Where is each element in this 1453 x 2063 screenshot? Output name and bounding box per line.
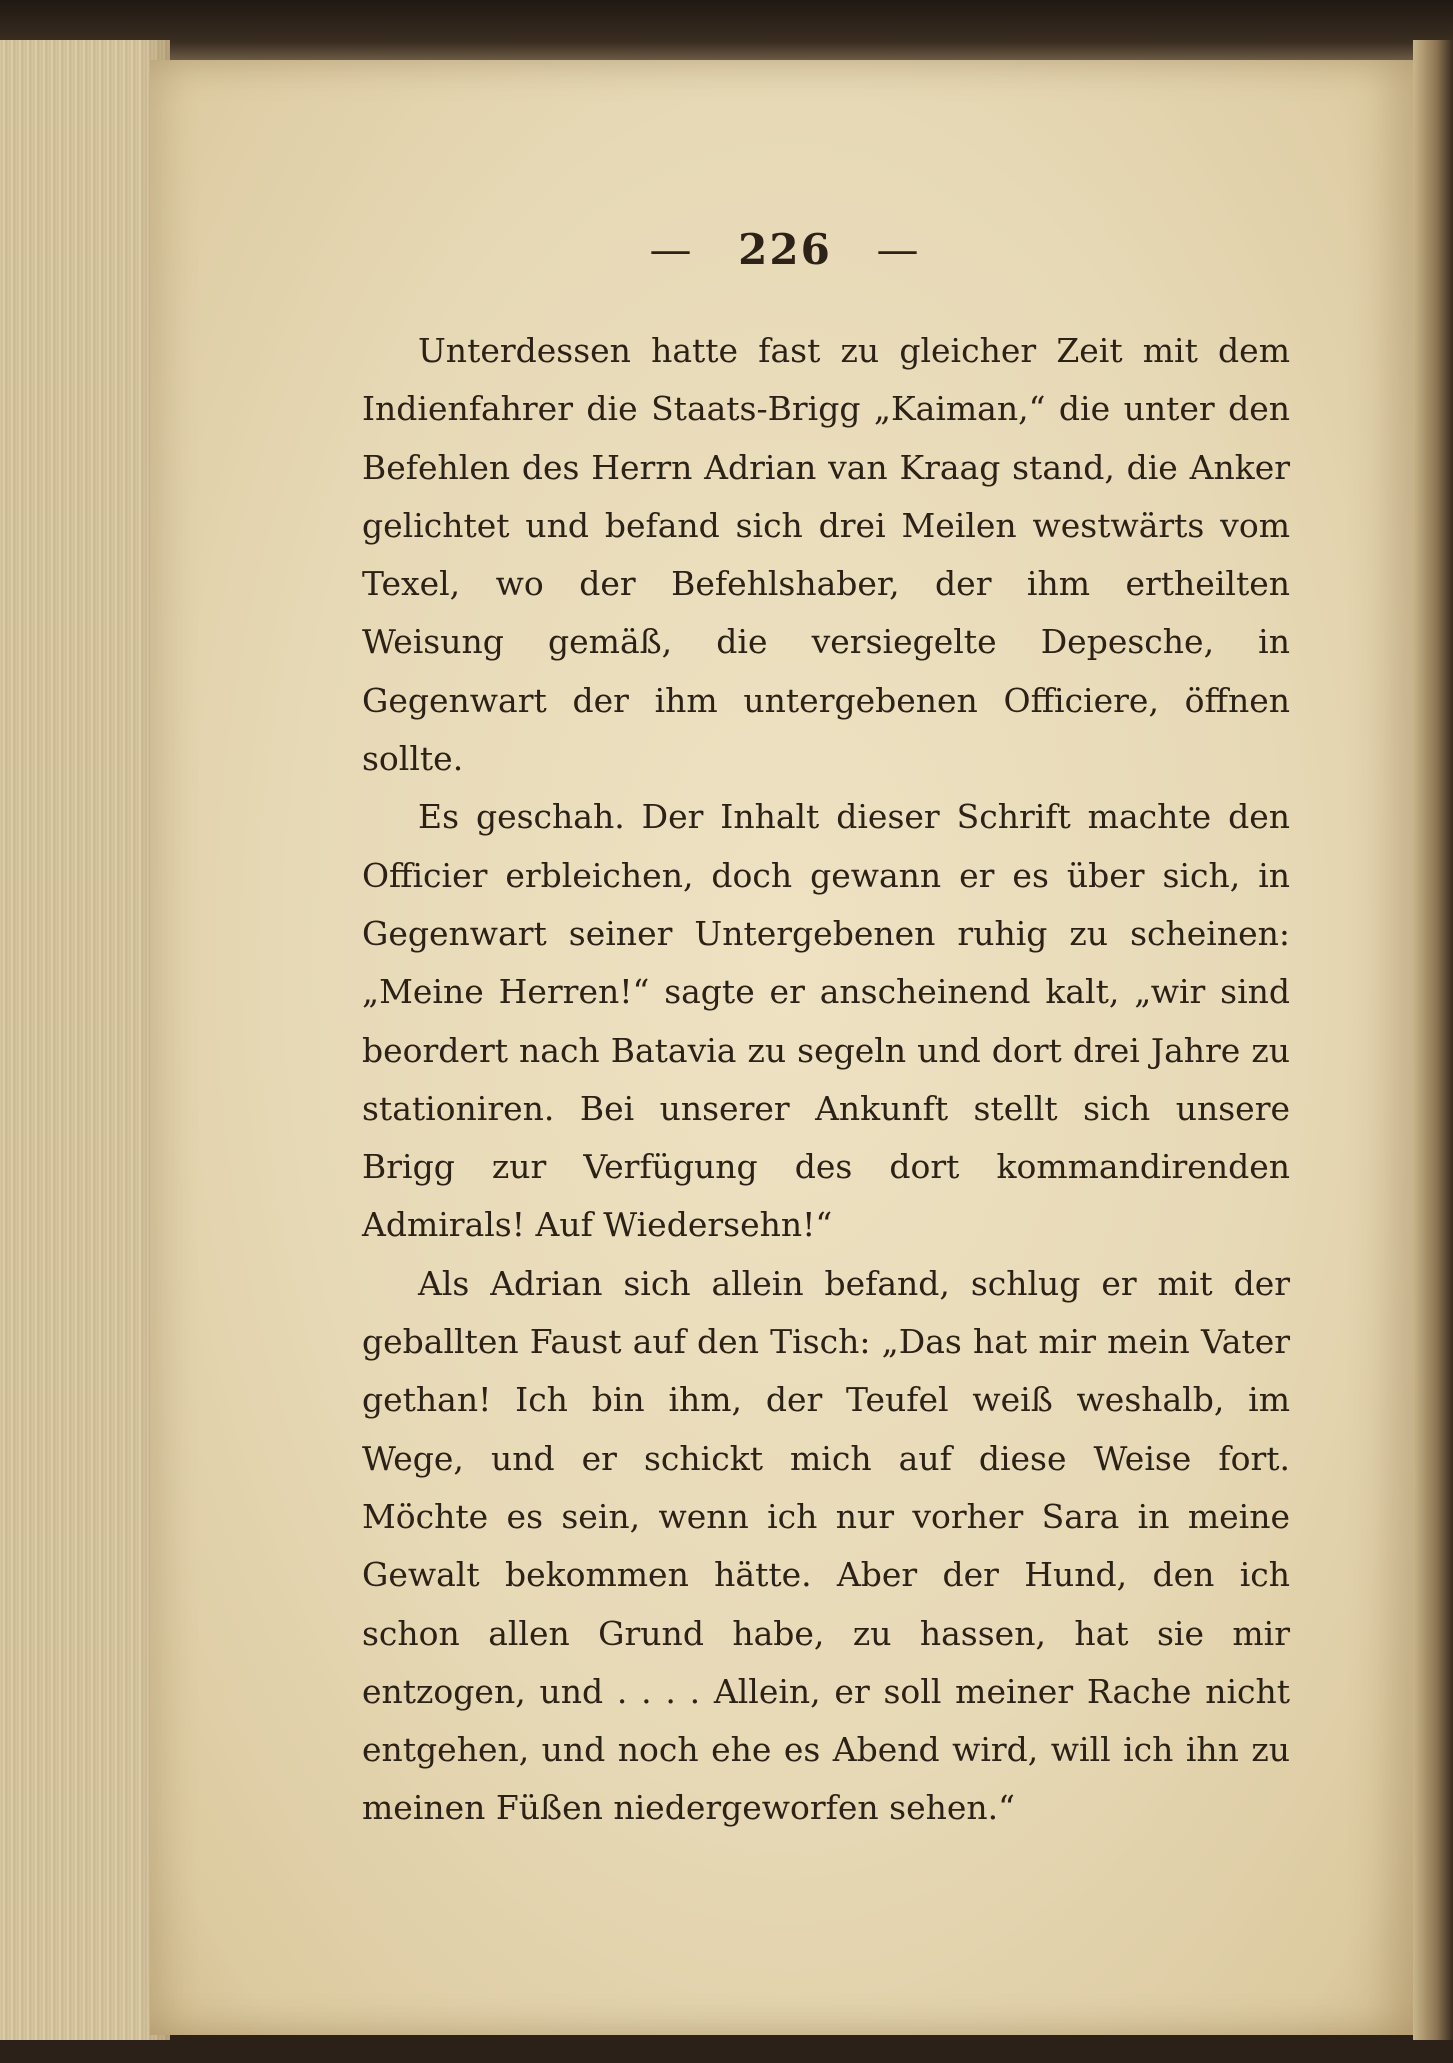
paragraph-3: Als Adrian sich allein befand, schlug er mit der geballten Faust auf den Tisch: „Das hat mir mein Vater gethan! Ich bin ihm, der Teufel weiß weshalb, im Wege, und er schickt mich auf diese Weise fort. Möchte es sein, wenn ich nur vorher Sara in meine Gewalt bekommen hätte. Aber der Hund, den ich schon allen Grund habe, zu hassen, hat sie mir entzogen, und . . . . Allein, er soll meiner Rache nicht entgehen, und noch ehe es Abend wird, will ich ihn zu meinen Füßen niedergeworfen sehen.“ [362, 1263, 1290, 1828]
header-dash-left: — [649, 225, 694, 274]
paragraph-2: Es geschah. Der Inhalt dieser Schrift machte den Officier erbleichen, doch gewann er es über sich, in Gegenwart seiner Untergebenen ruhig zu scheinen: „Meine Herren!“ sagte er anscheinend kalt, „wir sind beordert nach Batavia zu segeln und dort drei Jahre zu stationiren. Bei unserer Ankunft stellt sich unsere Brigg zur Verfügung des dort kommandirenden Admirals! Auf Wiedersehn!“ [362, 797, 1290, 1245]
header-dash-right: — [876, 225, 921, 274]
book-gutter-edge [1413, 40, 1453, 2040]
page-stack-edge [0, 40, 170, 2040]
body-text [362, 322, 1290, 1838]
page-number: 226 [738, 225, 832, 274]
page-header [150, 225, 1420, 274]
scan-background-top [0, 0, 1453, 60]
paragraph-1: Unterdessen hatte fast zu gleicher Zeit mit dem Indienfahrer die Staats-Brigg „Kaiman,“ die unter den Befehlen des Herrn Adrian van Kraag stand, die Anker gelichtet und befand sich drei Meilen westwärts vom Texel, wo der Befehlshaber, der ihm ertheilten Weisung gemäß, die versiegelte Depesche, in Gegenwart der ihm untergebenen Officiere, öffnen sollte. [362, 331, 1290, 779]
